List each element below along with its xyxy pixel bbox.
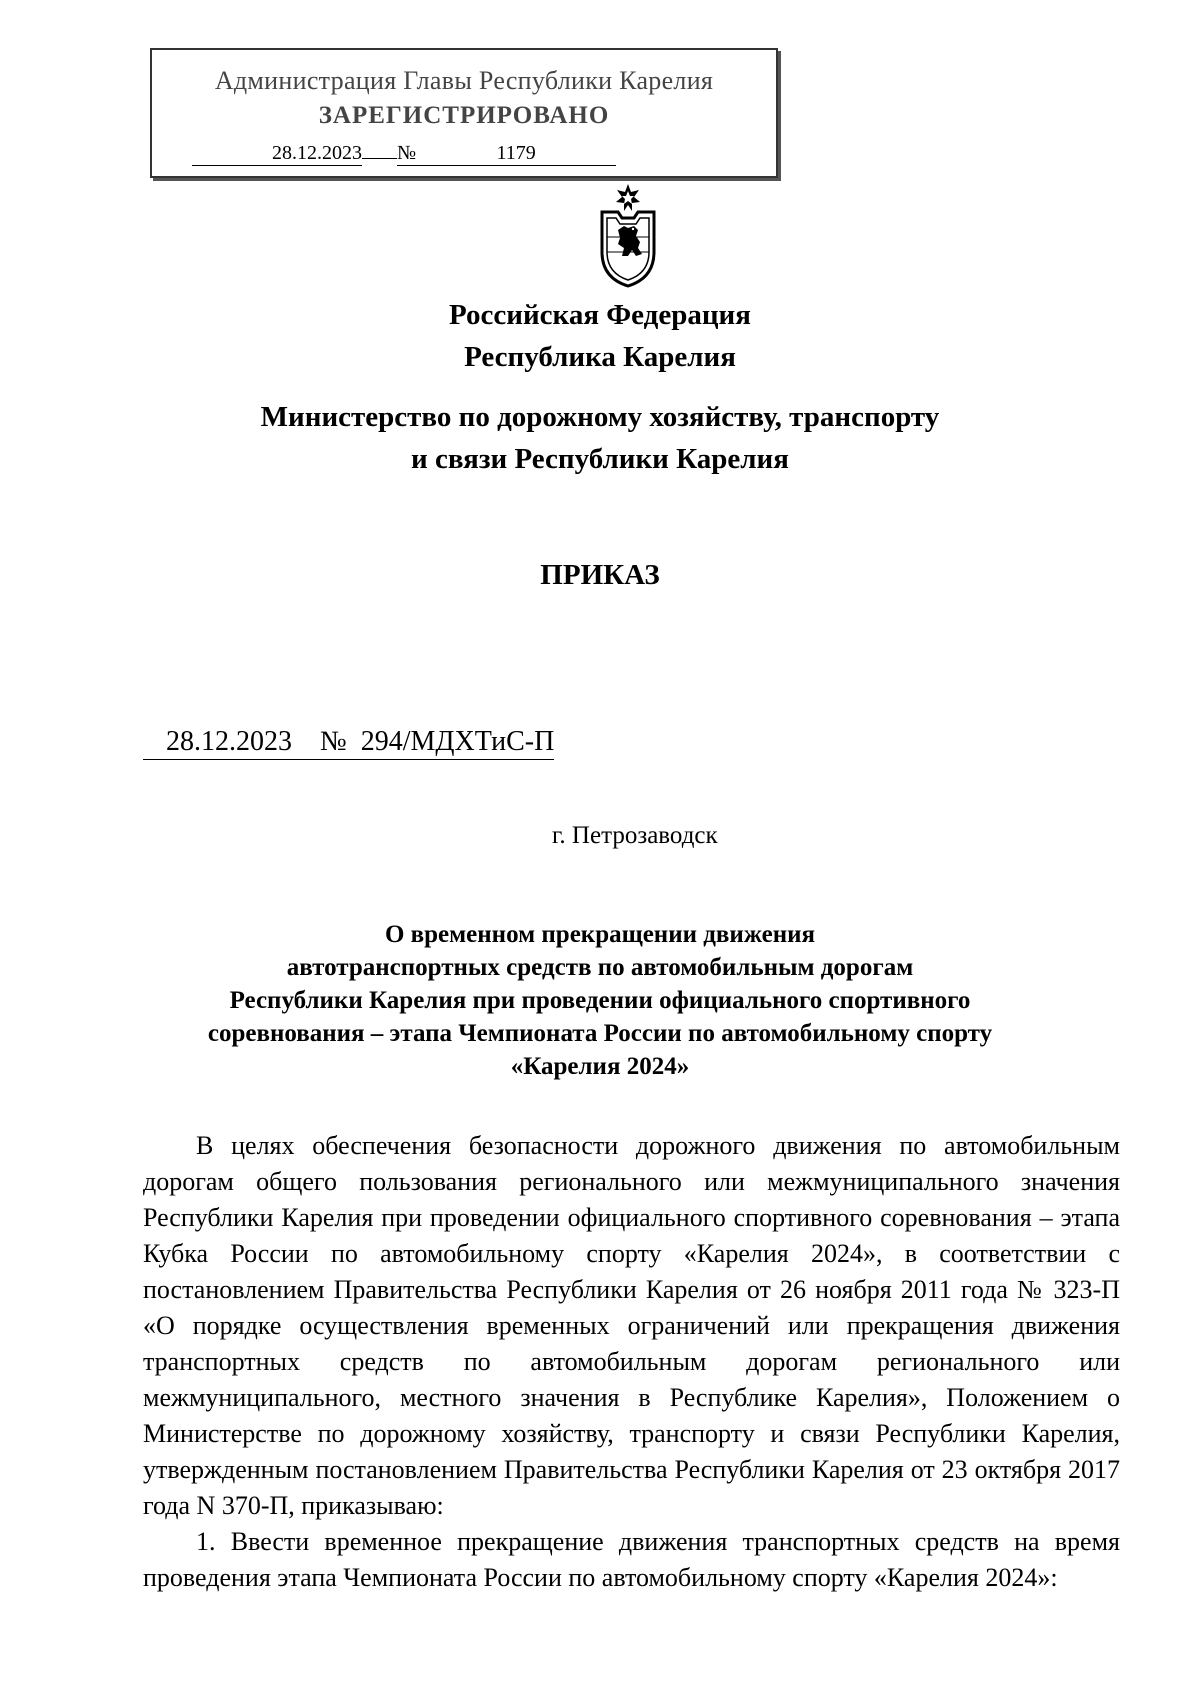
stamp-organization: Администрация Главы Республики Карелия [214,66,714,95]
coat-of-arms-emblem [588,182,668,290]
order-title-line5: «Карелия 2024» [510,1053,690,1080]
stamp-date: 28.12.2023 [192,142,362,166]
order-city: г. Петрозаводск [552,822,718,849]
order-body [143,1128,1120,1596]
stamp-registration-line [192,142,616,166]
registration-stamp [150,48,778,178]
country-heading: Российская Федерация [449,299,751,331]
ministry-heading-line1: Министерство по дорожному хозяйству, транспорту [260,401,940,433]
body-paragraph-preamble: В целях обеспечения безопасности дорожного движения по автомобильным дорогам общего пользования регионального или межмуниципального значения Республики Карелия при проведении официального спортивного соревнования – этапа Кубка России по автомобильному спорту «Карелия 2024», в соответствии с постановлением Правительства Республики Карелия от 26 ноября 2011 года № 323-П «О порядке осуществления временных ограничений или прекращения движения транспортных средств по автомобильным дорогам регионального или межмуниципального, местного значения в Республике Карелия», Положением о Министерстве по дорожному хозяйству, транспорту и связи Республики Карелия, утвержденным постановлением Правительства Республики Карелия от 23 октября 2017 года N 370-П, приказываю: [143,1131,1120,1520]
order-title-line2: автотранспортных средств по автомобильным дорогам [286,954,914,981]
order-title-line1: О временном прекращении движения [384,921,816,948]
region-heading: Республика Карелия [464,341,736,373]
order-title-line3: Республики Карелия при проведении официального спортивного [229,987,971,1014]
order-date: 28.12.2023 [166,726,292,757]
order-date-number-line [143,726,554,760]
stamp-status: ЗАРЕГИСТРИРОВАНО [318,102,610,129]
body-paragraph-item1: 1. Ввести временное прекращение движения транспортных средств на время проведения этапа Чемпионата России по автомобильному спорту «Карелия 2024»: [143,1527,1120,1592]
order-title-line4: соревнования – этапа Чемпионата России по автомобильному спорту [207,1020,993,1047]
ministry-heading-line2: и связи Республики Карелия [411,443,789,475]
stamp-number: 1179 [416,142,616,166]
order-number: 294/МДХТиС-П [360,726,555,757]
order-number-sign: № [320,726,347,757]
stamp-number-sign: № [397,142,417,164]
document-type: ПРИКАЗ [540,559,660,591]
